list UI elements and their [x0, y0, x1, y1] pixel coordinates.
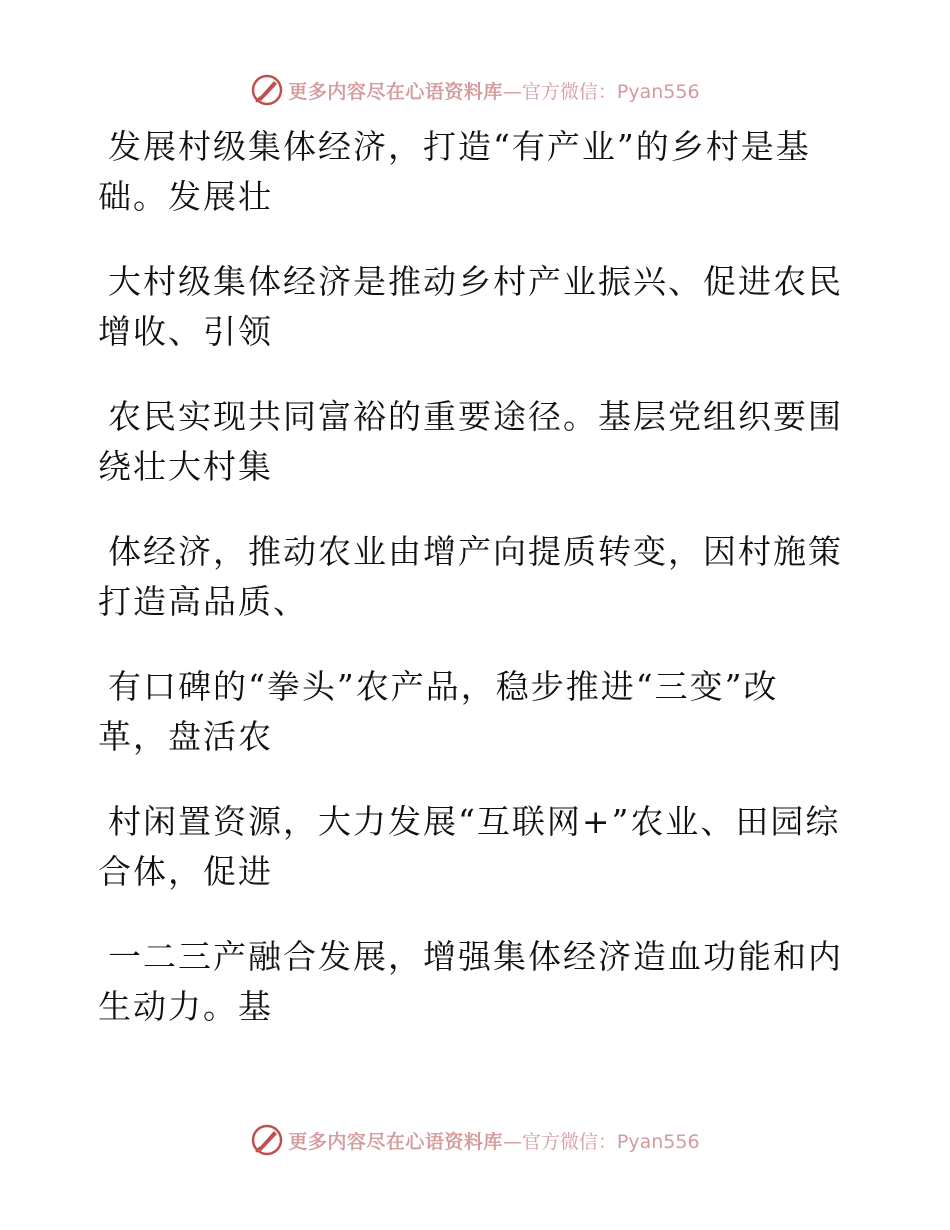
header-watermark [0, 70, 950, 110]
paragraph-line: 打造高品质、 [98, 582, 308, 621]
quill-logo-icon [250, 73, 284, 107]
header-wechat: —官方微信：Pyan556 [502, 80, 700, 103]
paragraph-line: 大村级集体经济是推动乡村产业振兴、促进农民 [108, 262, 843, 301]
paragraph-line: 有口碑的“拳头”农产品，稳步推进“三变”改 [108, 667, 779, 706]
paragraph [98, 662, 858, 762]
paragraph-line: 础。发展壮 [98, 177, 273, 216]
footer-wechat: —官方微信：Pyan556 [502, 1130, 700, 1153]
paragraph-line: 增收、引领 [98, 312, 273, 351]
paragraph-line: 发展村级集体经济，打造“有产业”的乡村是基 [108, 127, 811, 166]
paragraph [98, 797, 858, 897]
paragraph [98, 527, 858, 627]
paragraph-line: 合体，促进 [98, 852, 273, 891]
paragraph-line: 生动力。基 [98, 987, 273, 1026]
paragraph [98, 392, 858, 492]
paragraph-line: 革，盘活农 [98, 717, 273, 756]
quill-logo-icon [250, 1123, 284, 1157]
paragraph-line: 一二三产融合发展，增强集体经济造血功能和内 [108, 937, 843, 976]
footer-watermark [0, 1120, 950, 1160]
header-slogan: 更多内容尽在心语资料库 [288, 80, 503, 103]
paragraph-line: 村闲置资源，大力发展“互联网+”农业、田园综 [108, 802, 841, 841]
paragraph [98, 122, 858, 222]
paragraph-line: 农民实现共同富裕的重要途径。基层党组织要围 [108, 397, 843, 436]
paragraph-line: 体经济，推动农业由增产向提质转变，因村施策 [108, 532, 843, 571]
paragraph [98, 257, 858, 357]
paragraph-line: 绕壮大村集 [98, 447, 273, 486]
document-body [98, 122, 858, 1067]
paragraph [98, 932, 858, 1032]
footer-slogan: 更多内容尽在心语资料库 [288, 1130, 503, 1153]
